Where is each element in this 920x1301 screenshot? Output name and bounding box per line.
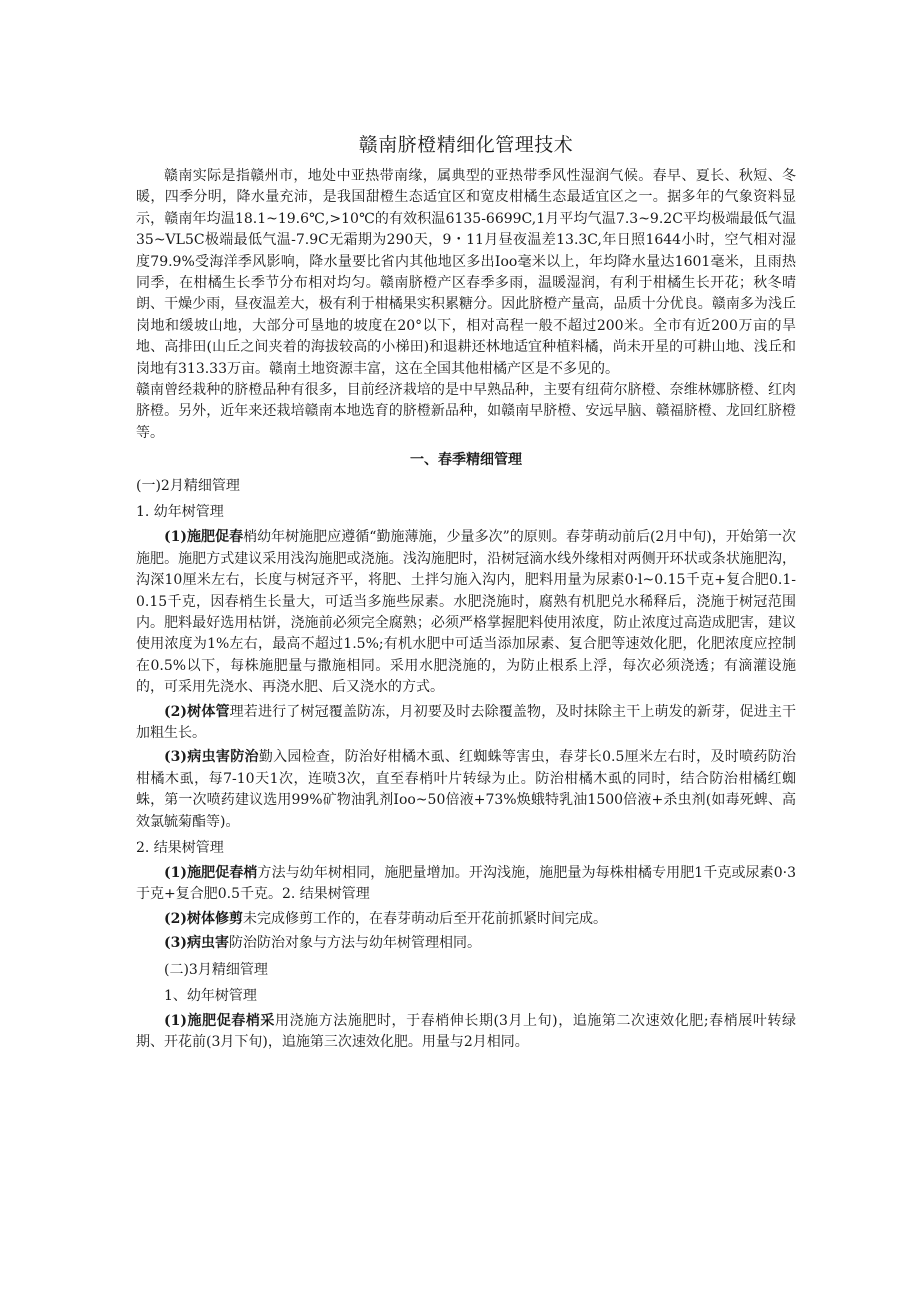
item-text: 梢幼年树施肥应遵循“勤施薄施，少量多次”的原则。春芽萌动前后(2月中旬)，开始第一次施肥。施肥方式建议采用浅沟施肥或浇施。浅沟施肥时，沿树冠滴水线外缘相对两侧开环状或条状施肥沟，沟深10厘米左右，长度与树冠齐平，将肥、土拌匀施入沟内，肥料用量为尿素0·l~0.15千克+复合肥0.1-0.15千克，因春梢生长量大，可适当多施些尿素。水肥浇施时，腐熟有机肥兑水稀释后，浇施于树冠范围内。肥料最好选用枯饼，浇施前必须完全腐熟；必须严格掌握肥料使用浓度，防止浓度过高造成肥害，建议使用浓度为1%左右，最高不超过1.5%;有机水肥中可适当添加尿素、复合肥等速效化肥，化肥浓度应控制在0.5%以下，每株施肥量与撒施相同。采用水肥浇施的，为防止根系上浮，每次必须浇透；有滴灌设施的，可采用先浇水、再浇水肥、后又浇水的方式。	[136, 529, 796, 696]
item-label: (2)树体管	[164, 703, 230, 720]
feb-young-item-tree-management	[136, 702, 796, 745]
item-label: (1)施肥促春	[164, 529, 244, 546]
feb-young-item-pest-control	[136, 747, 796, 833]
item-text: 用浇施方法施肥时，于春梢伸长期(3月上旬)，追施第二次速效化肥;春梢展叶转绿期、开花前(3月下旬)，追施第三次速效化肥。用量与2月相同。	[136, 1012, 797, 1050]
subheading-february: (一)2月精细管理	[136, 478, 240, 495]
feb-fruit-item-pruning	[136, 909, 796, 930]
item-label: (1)施肥促春梢	[164, 864, 258, 881]
item-text: 理若进行了树冠覆盖防冻，月初要及时去除覆盖物，及时抹除主干上萌发的新芽，促进主干加粗生长。	[136, 703, 796, 741]
subheading-march: (二)3月精细管理	[164, 961, 268, 978]
subheading-mar-young-trees: 1、幼年树管理	[164, 987, 257, 1004]
document-title: 赣南脐橙精细化管理技术	[358, 134, 574, 156]
intro-paragraph-varieties: 赣南曾经栽种的脐橙品种有很多，目前经济栽培的是中早熟品种，主要有纽荷尔脐橙、奈维林娜脐橙、红肉脐橙。另外，近年来还栽培赣南本地选育的脐橙新品种，如赣南早脐橙、安远早脑、赣福脐橙、龙回红脐橙等。	[136, 382, 796, 441]
section-heading-spring: 一、春季精细管理	[410, 452, 522, 469]
document-page	[136, 132, 796, 1056]
feb-fruit-item-pest-control	[136, 933, 796, 954]
item-text: 防治防治对象与方法与幼年树管理相同。	[229, 935, 481, 952]
item-label: (2)树体修剪	[164, 910, 243, 927]
item-text: 勤入园检查，防治好柑橘木虱、红蜘蛛等害虫，春芽长0.5厘米左右时，及时喷药防治柑橘木虱，每7-10天1次，连喷3次，直至春梢叶片转绿为止。防治柑橘木虱的同时，结合防治柑橘红蜘蛛，第一次喷药建议选用99%矿物油乳剂Ioo~50倍液+73%焕蛾特乳油1500倍液+杀虫剂(如毒死蜱、高效氯毓菊酯等)。	[136, 749, 796, 830]
item-label: (3)病虫害	[164, 935, 229, 952]
subheading-feb-young-trees: 1. 幼年树管理	[136, 504, 224, 521]
item-label: (1)施肥促春梢采	[164, 1012, 275, 1029]
feb-fruit-item-fertilize	[136, 863, 796, 906]
subheading-feb-fruit-trees: 2. 结果树管理	[136, 839, 224, 856]
item-text: 方法与幼年树相同，施肥量增加。开沟浅施，施肥量为每株柑橘专用肥1千克或尿素0·3于克+复合肥0.5千克。2. 结果树管理	[136, 864, 796, 903]
feb-young-item-fertilize	[136, 527, 796, 698]
mar-young-item-fertilize	[136, 1011, 796, 1054]
intro-paragraph-climate: 赣南实际是指赣州市，地处中亚热带南缘，属典型的亚热带季风性湿润气候。春早、夏长、秋短、冬暖，四季分明，降水量充沛，是我国甜橙生态适宜区和宽皮柑橘生态最适宜区之一。据多年的气象资料显示，赣南年均温18.1~19.6℃,>10℃的有效积温6135-6699C,1月平均气温7.3~9.2C平均极端最低气温35~VL5C极端最低气温-7.9C无霜期为290天，9・11月昼夜温差13.3C,年日照1644小时，空气相对湿度79.9%受海洋季风影响，降水量要比省内其他地区多出Ioo毫米以上，年均降水量达1601毫米，且雨热同季，在柑橘生长季节分布相对均匀。赣南脐橙产区春季多雨，温暖湿润，有利于柑橘生长开花；秋冬晴朗、干燥少雨，昼夜温差大，极有利于柑橘果实积累糖分。因此脐橙产量高，品质十分优良。赣南多为浅丘岗地和缓坡山地，大部分可垦地的坡度在20°以下，相对高程一般不超过200米。全市有近200万亩的旱地、高排田(山丘之间夹着的海拔较高的小梯田)和退耕还林地适宜种植料橘，尚未开星的可耕山地、浅丘和岗地有313.33万亩。赣南土地资源丰富，这在全国其他柑橘产区是不多见的。	[136, 168, 796, 377]
item-label: (3)病虫害防治	[164, 749, 259, 766]
item-text: 未完成修剪工作的，在春芽萌动后至开花前抓紧时间完成。	[243, 910, 607, 927]
